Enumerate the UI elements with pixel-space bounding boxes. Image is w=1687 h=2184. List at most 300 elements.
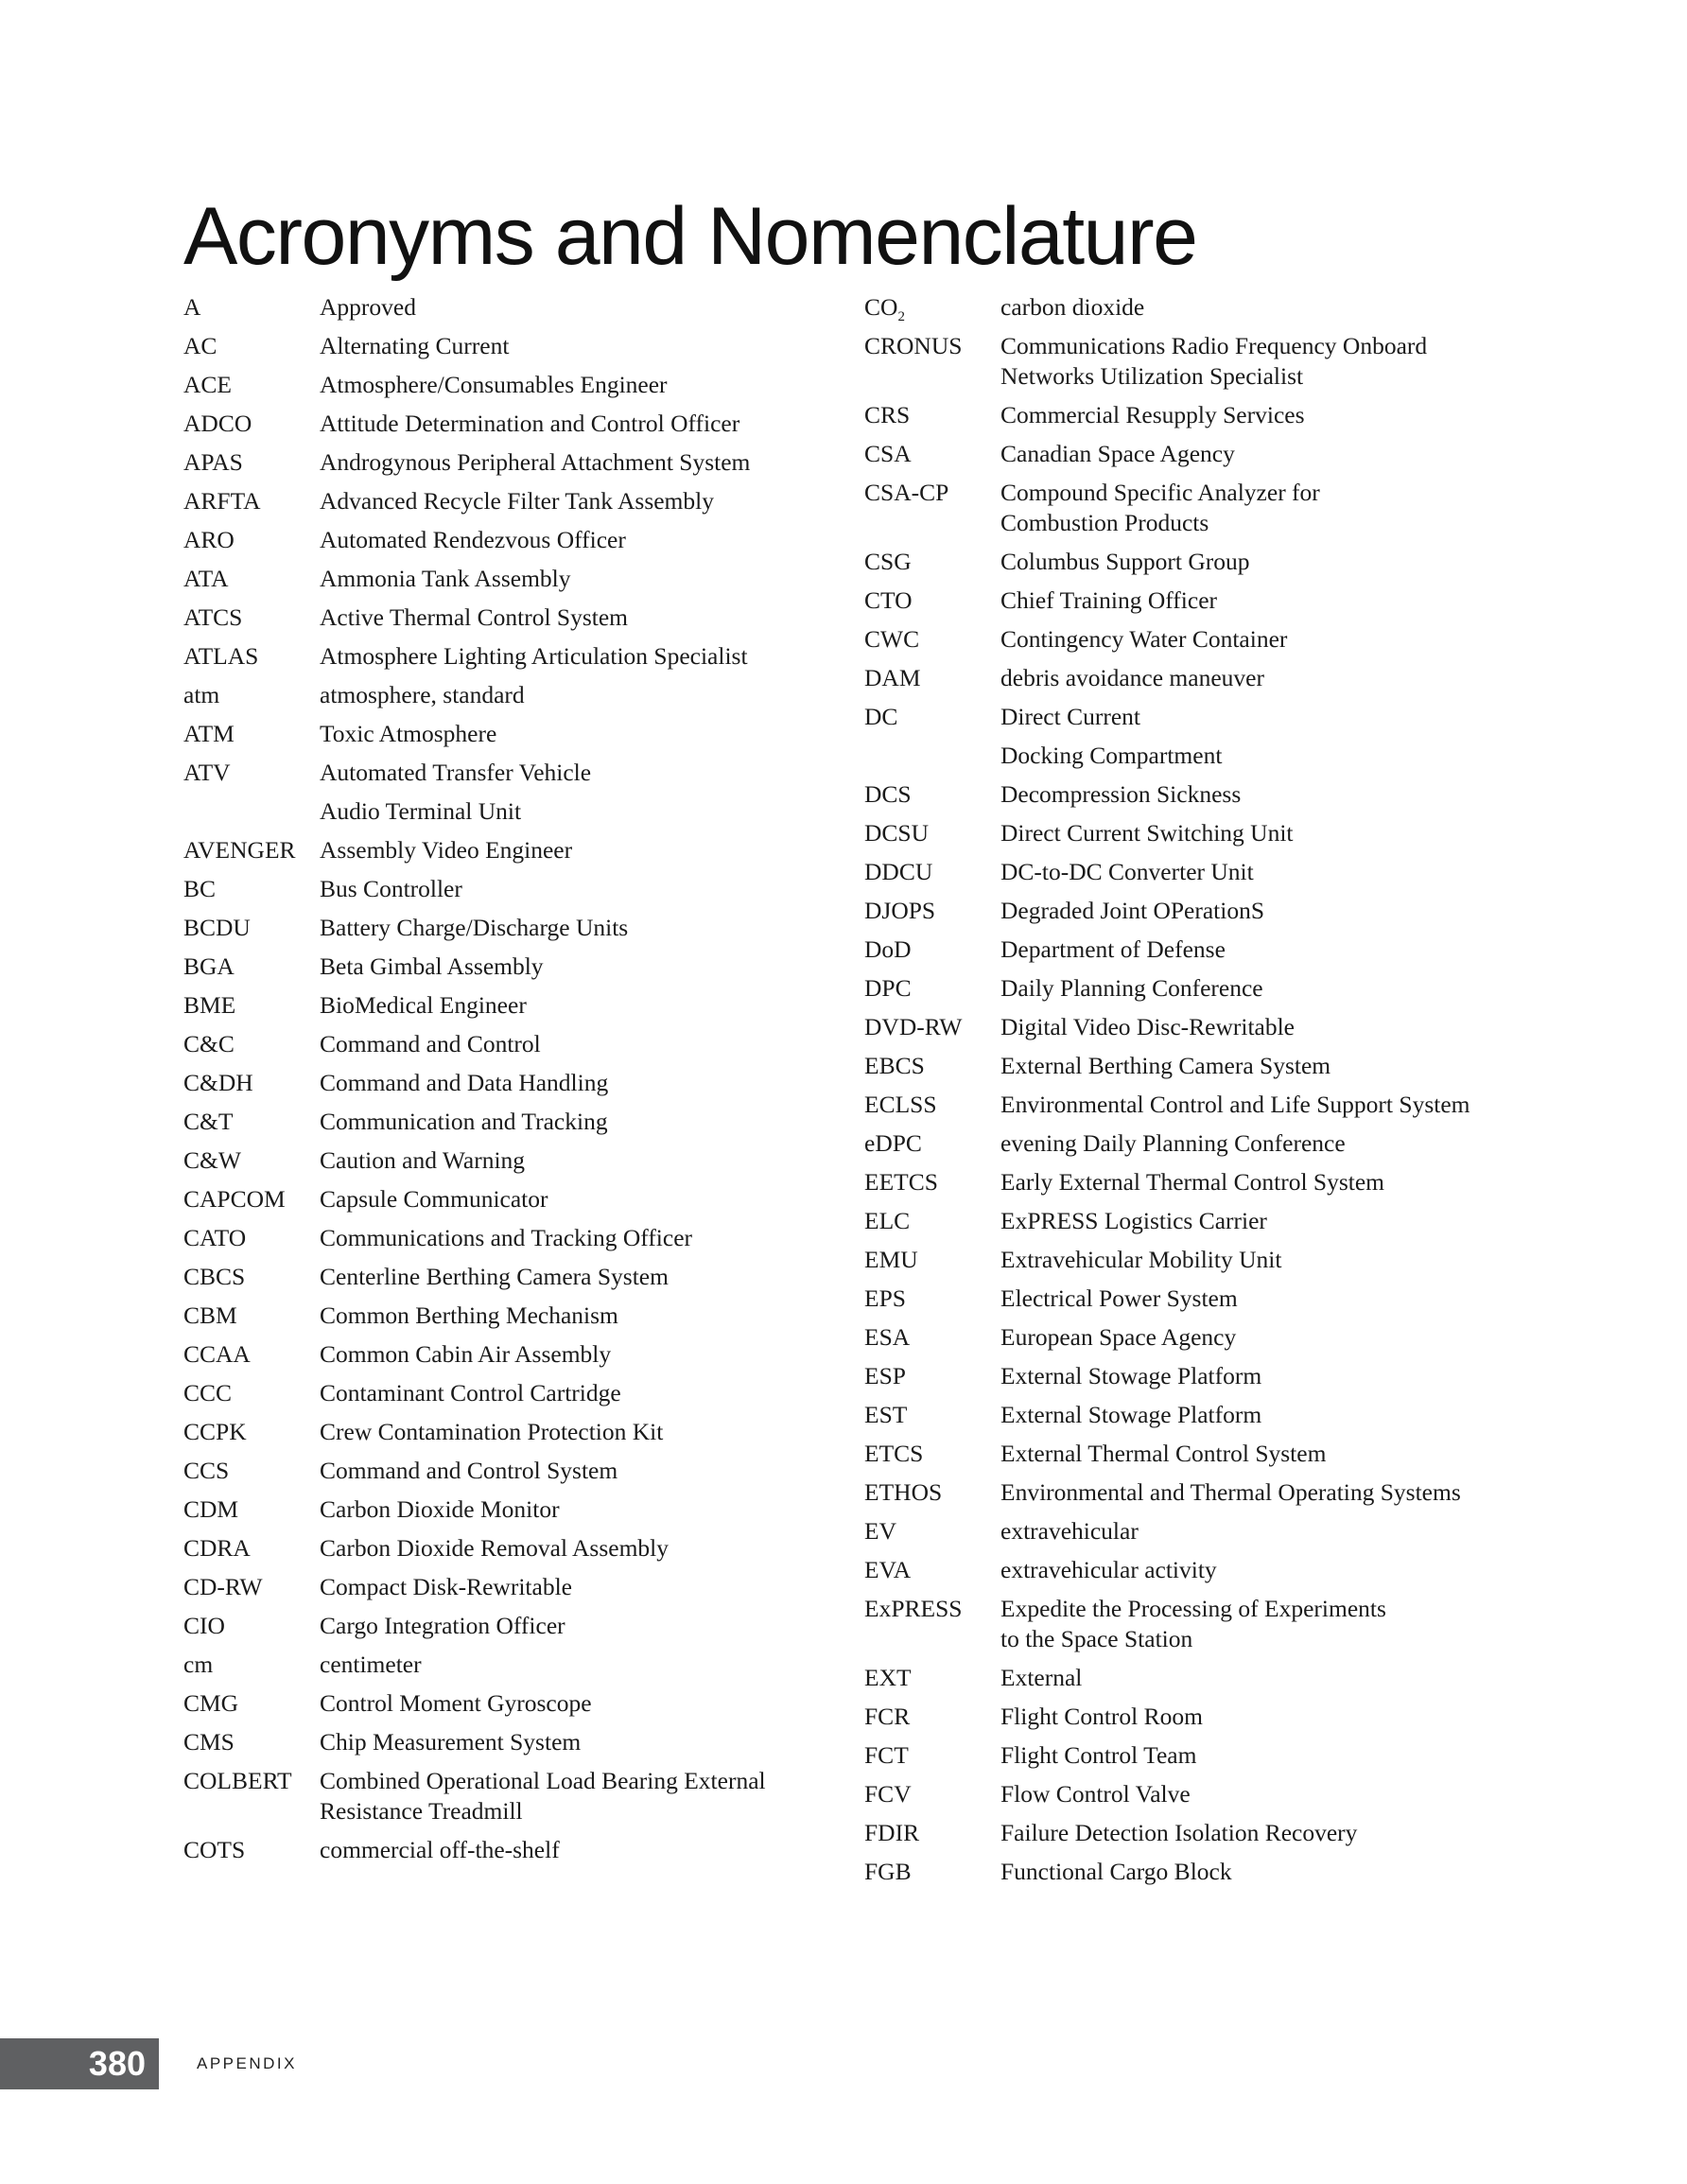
glossary-entry xyxy=(183,603,845,633)
glossary-term xyxy=(183,1339,320,1370)
glossary-term-text: DVD-RW xyxy=(864,1013,963,1040)
glossary-term-text: atm xyxy=(183,681,220,708)
glossary-entry xyxy=(183,1029,845,1059)
glossary-term-text: ESP xyxy=(864,1362,906,1389)
glossary-term-text: FCT xyxy=(864,1741,909,1769)
glossary-term xyxy=(864,1779,1000,1809)
glossary-definition-line: Automated Rendezvous Officer xyxy=(320,526,626,553)
glossary-definition xyxy=(1000,1439,1526,1469)
glossary-term xyxy=(183,1572,320,1602)
glossary-definition-line: Contingency Water Container xyxy=(1000,625,1288,653)
glossary-definition xyxy=(1000,1555,1526,1585)
glossary-term-text: CRS xyxy=(864,401,911,428)
glossary-definition-line: centimeter xyxy=(320,1651,422,1678)
glossary-term xyxy=(183,1650,320,1680)
glossary-term-text: CCS xyxy=(183,1457,230,1484)
glossary-term-text: ESA xyxy=(864,1323,911,1351)
glossary-column-left xyxy=(183,292,845,1865)
glossary-definition-line: Approved xyxy=(320,293,416,321)
glossary-term xyxy=(183,1494,320,1525)
glossary-term xyxy=(183,952,320,982)
glossary-term-text: APAS xyxy=(183,448,243,476)
glossary-term xyxy=(864,896,1000,926)
glossary-term-text: EPS xyxy=(864,1284,906,1312)
glossary-definition xyxy=(320,1766,845,1826)
glossary-term-text: FDIR xyxy=(864,1819,920,1846)
glossary-entry xyxy=(183,1533,845,1564)
glossary-term xyxy=(183,719,320,749)
glossary-definition xyxy=(320,603,845,633)
glossary-entry xyxy=(183,1688,845,1719)
glossary-term-text: CCC xyxy=(183,1379,233,1406)
glossary-definition-line: Resistance Treadmill xyxy=(320,1797,523,1825)
glossary-entry xyxy=(183,1145,845,1176)
glossary-entry xyxy=(864,1128,1526,1159)
glossary-definition-line: Combustion Products xyxy=(1000,509,1209,536)
glossary-term-text: FCR xyxy=(864,1703,911,1730)
page-number: 380 xyxy=(88,2044,146,2083)
page-title: Acronyms and Nomenclature xyxy=(183,191,1197,282)
glossary-term-text: CDM xyxy=(183,1495,239,1523)
glossary-definition xyxy=(1000,741,1526,771)
glossary-definition xyxy=(320,1068,845,1098)
glossary-term xyxy=(864,1516,1000,1546)
glossary-definition xyxy=(1000,439,1526,469)
glossary-definition-line: Environmental Control and Life Support System xyxy=(1000,1091,1470,1118)
glossary-definition xyxy=(1000,973,1526,1004)
glossary-definition-line: Cargo Integration Officer xyxy=(320,1612,565,1639)
glossary-term xyxy=(864,585,1000,616)
glossary-term xyxy=(864,1012,1000,1042)
glossary-term xyxy=(864,331,1000,361)
glossary-term xyxy=(864,439,1000,469)
glossary-definition-line: extravehicular xyxy=(1000,1517,1139,1545)
glossary-term-text: ETCS xyxy=(864,1440,924,1467)
glossary-term xyxy=(864,1857,1000,1887)
glossary-definition xyxy=(320,1145,845,1176)
glossary-definition-line: commercial off-the-shelf xyxy=(320,1836,560,1863)
glossary-term xyxy=(183,525,320,555)
glossary-term-text: ATV xyxy=(183,759,231,786)
glossary-term-text: EXT xyxy=(864,1664,912,1691)
glossary-definition-line: debris avoidance maneuver xyxy=(1000,664,1264,691)
glossary-definition-line: Chip Measurement System xyxy=(320,1728,582,1756)
glossary-definition-line: Networks Utilization Specialist xyxy=(1000,362,1304,390)
glossary-entry xyxy=(183,447,845,478)
glossary-definition xyxy=(1000,585,1526,616)
glossary-term-text: AC xyxy=(183,332,217,359)
glossary-definition-line: Department of Defense xyxy=(1000,935,1226,963)
glossary-entry xyxy=(183,1262,845,1292)
glossary-definition xyxy=(320,1727,845,1757)
glossary-term-text: ATA xyxy=(183,565,229,592)
glossary-term xyxy=(183,292,320,323)
glossary-entry xyxy=(183,680,845,710)
glossary-definition-line: Command and Control System xyxy=(320,1457,618,1484)
glossary-definition-line: Electrical Power System xyxy=(1000,1284,1238,1312)
glossary-definition xyxy=(320,1650,845,1680)
glossary-definition-line: Flight Control Room xyxy=(1000,1703,1203,1730)
glossary-term-text: CRONUS xyxy=(864,332,963,359)
glossary-definition-line: Compound Specific Analyzer for xyxy=(1000,479,1320,506)
glossary-entry xyxy=(864,1477,1526,1508)
glossary-definition-line: BioMedical Engineer xyxy=(320,991,527,1019)
glossary-term-text: CBM xyxy=(183,1302,237,1329)
glossary-term xyxy=(183,409,320,439)
glossary-term-text: DJOPS xyxy=(864,897,936,924)
glossary-definition xyxy=(320,913,845,943)
glossary-term xyxy=(183,447,320,478)
glossary-definition-line: External Stowage Platform xyxy=(1000,1401,1262,1428)
glossary-term xyxy=(183,1727,320,1757)
glossary-term-text: CSA-CP xyxy=(864,479,949,506)
glossary-term xyxy=(864,400,1000,430)
glossary-entry xyxy=(183,874,845,904)
glossary-definition xyxy=(320,486,845,516)
glossary-term-text: COTS xyxy=(183,1836,246,1863)
glossary-definition-line: Automated Transfer Vehicle xyxy=(320,759,592,786)
glossary-definition xyxy=(320,447,845,478)
glossary-entry xyxy=(864,896,1526,926)
glossary-definition-line: Attitude Determination and Control Officer xyxy=(320,410,740,437)
glossary-term-text: EBCS xyxy=(864,1052,925,1079)
glossary-definition xyxy=(320,1029,845,1059)
glossary-definition xyxy=(320,1456,845,1486)
glossary-term xyxy=(183,1262,320,1292)
glossary-definition xyxy=(1000,1702,1526,1732)
glossary-definition-line: carbon dioxide xyxy=(1000,293,1145,321)
glossary-definition xyxy=(320,1611,845,1641)
glossary-definition-line: Control Moment Gyroscope xyxy=(320,1689,592,1717)
glossary-entry xyxy=(183,1068,845,1098)
glossary-definition xyxy=(1000,1857,1526,1887)
glossary-entry xyxy=(183,525,845,555)
glossary-definition xyxy=(320,758,845,788)
glossary-term xyxy=(864,547,1000,577)
glossary-definition xyxy=(1000,1477,1526,1508)
glossary-term-text: CSG xyxy=(864,548,912,575)
glossary-definition-line: atmosphere, standard xyxy=(320,681,525,708)
glossary-definition xyxy=(320,641,845,672)
glossary-term xyxy=(864,1128,1000,1159)
glossary-entry xyxy=(183,1766,845,1826)
glossary-term xyxy=(864,1477,1000,1508)
glossary-term xyxy=(183,1835,320,1865)
glossary-definition-line: Functional Cargo Block xyxy=(1000,1858,1232,1885)
glossary-definition xyxy=(320,370,845,400)
glossary-entry xyxy=(864,663,1526,693)
glossary-definition xyxy=(1000,1245,1526,1275)
glossary-definition-line: Carbon Dioxide Monitor xyxy=(320,1495,560,1523)
glossary-definition xyxy=(1000,857,1526,887)
glossary-term xyxy=(864,1167,1000,1197)
glossary-entry xyxy=(183,1727,845,1757)
glossary-term-text: DoD xyxy=(864,935,912,963)
glossary-definition xyxy=(1000,1012,1526,1042)
glossary-term-text: CAPCOM xyxy=(183,1185,286,1213)
glossary-term xyxy=(864,1206,1000,1236)
glossary-entry xyxy=(864,702,1526,732)
glossary-entry xyxy=(864,1206,1526,1236)
glossary-definition xyxy=(320,1835,845,1865)
glossary-definition xyxy=(1000,624,1526,655)
glossary-term xyxy=(864,935,1000,965)
glossary-term xyxy=(183,758,320,788)
glossary-entry xyxy=(183,913,845,943)
glossary-definition-line: Active Thermal Control System xyxy=(320,603,629,631)
glossary-definition-line: ExPRESS Logistics Carrier xyxy=(1000,1207,1267,1234)
glossary-column-right xyxy=(864,292,1526,1887)
glossary-definition xyxy=(320,1688,845,1719)
glossary-definition xyxy=(320,1223,845,1253)
section-label: APPENDIX xyxy=(197,2054,297,2072)
glossary-term-text: DCSU xyxy=(864,819,930,847)
glossary-term-text: CDRA xyxy=(183,1534,251,1562)
glossary-definition xyxy=(1000,1090,1526,1120)
glossary-term xyxy=(183,1184,320,1214)
glossary-entry xyxy=(864,779,1526,810)
glossary-entry xyxy=(183,758,845,788)
glossary-term xyxy=(864,624,1000,655)
glossary-term xyxy=(183,1378,320,1408)
glossary-term xyxy=(183,1456,320,1486)
glossary-entry xyxy=(864,1594,1526,1654)
glossary-definition xyxy=(1000,1516,1526,1546)
glossary-definition-line: European Space Agency xyxy=(1000,1323,1237,1351)
glossary-entry xyxy=(864,1245,1526,1275)
page-number-tab xyxy=(0,2038,159,2089)
glossary-definition-line: Daily Planning Conference xyxy=(1000,974,1263,1002)
glossary-term-text: CD-RW xyxy=(183,1573,263,1600)
glossary-definition xyxy=(320,680,845,710)
glossary-definition-line: Extravehicular Mobility Unit xyxy=(1000,1246,1282,1273)
glossary-term-text: ATCS xyxy=(183,603,243,631)
glossary-definition xyxy=(320,796,845,827)
glossary-term xyxy=(183,1688,320,1719)
glossary-definition-line: Degraded Joint OPerationS xyxy=(1000,897,1265,924)
glossary-entry xyxy=(864,1663,1526,1693)
glossary-term xyxy=(864,292,1000,323)
glossary-entry xyxy=(864,1439,1526,1469)
glossary-term xyxy=(183,603,320,633)
glossary-definition-line: Bus Controller xyxy=(320,875,462,902)
glossary-entry xyxy=(864,818,1526,848)
glossary-entry xyxy=(183,1835,845,1865)
glossary-definition xyxy=(1000,400,1526,430)
glossary-term xyxy=(864,1361,1000,1391)
glossary-term-text: CIO xyxy=(183,1612,225,1639)
glossary-entry xyxy=(864,1012,1526,1042)
glossary-term xyxy=(183,564,320,594)
glossary-definition xyxy=(1000,1779,1526,1809)
glossary-definition-line: to the Space Station xyxy=(1000,1625,1193,1652)
glossary-definition-line: Audio Terminal Unit xyxy=(320,797,522,825)
glossary-definition xyxy=(320,990,845,1021)
glossary-definition-line: External xyxy=(1000,1664,1083,1691)
glossary-definition-line: Atmosphere Lighting Articulation Specialist xyxy=(320,642,748,670)
glossary-entry xyxy=(183,796,845,827)
glossary-definition xyxy=(1000,1740,1526,1771)
glossary-term xyxy=(183,486,320,516)
glossary-definition-line: Beta Gimbal Assembly xyxy=(320,952,544,980)
glossary-entry xyxy=(864,935,1526,965)
glossary-definition xyxy=(1000,896,1526,926)
glossary-term xyxy=(183,1107,320,1137)
glossary-definition xyxy=(320,952,845,982)
glossary-term xyxy=(864,1740,1000,1771)
glossary-entry xyxy=(183,719,845,749)
glossary-entry xyxy=(183,1339,845,1370)
glossary-term xyxy=(864,1322,1000,1353)
glossary-definition xyxy=(1000,1284,1526,1314)
glossary-term-text: ExPRESS xyxy=(864,1595,963,1622)
glossary-term-text: CWC xyxy=(864,625,920,653)
glossary-term-text: ECLSS xyxy=(864,1091,937,1118)
glossary-term xyxy=(183,1766,320,1796)
glossary-definition xyxy=(1000,935,1526,965)
glossary-entry xyxy=(183,1572,845,1602)
glossary-term xyxy=(864,478,1000,508)
glossary-definition-line: Environmental and Thermal Operating Systems xyxy=(1000,1478,1461,1506)
glossary-definition xyxy=(1000,1206,1526,1236)
glossary-term xyxy=(864,857,1000,887)
glossary-definition-line: Caution and Warning xyxy=(320,1146,526,1174)
glossary-term-text: ADCO xyxy=(183,410,252,437)
glossary-term-text: eDPC xyxy=(864,1129,922,1157)
glossary-definition-line: Failure Detection Isolation Recovery xyxy=(1000,1819,1358,1846)
glossary-term-text: EST xyxy=(864,1401,908,1428)
glossary-definition-line: Androgynous Peripheral Attachment System xyxy=(320,448,751,476)
glossary-definition-line: Direct Current Switching Unit xyxy=(1000,819,1294,847)
glossary-definition-line: Communications Radio Frequency Onboard xyxy=(1000,332,1428,359)
glossary-entry xyxy=(864,547,1526,577)
glossary-term-text: FGB xyxy=(864,1858,912,1885)
glossary-entry xyxy=(183,1456,845,1486)
glossary-term xyxy=(864,818,1000,848)
glossary-term-text: CMG xyxy=(183,1689,239,1717)
glossary-term xyxy=(864,1555,1000,1585)
glossary-term-text: ELC xyxy=(864,1207,911,1234)
glossary-definition-line: Communication and Tracking xyxy=(320,1108,608,1135)
glossary-definition xyxy=(320,331,845,361)
glossary-entry xyxy=(864,973,1526,1004)
glossary-definition-line: Canadian Space Agency xyxy=(1000,440,1235,467)
glossary-definition-line: Command and Control xyxy=(320,1030,541,1057)
glossary-term xyxy=(864,663,1000,693)
glossary-term-text: ATLAS xyxy=(183,642,259,670)
glossary-term xyxy=(864,1439,1000,1469)
glossary-entry xyxy=(864,585,1526,616)
glossary-definition xyxy=(1000,1594,1526,1654)
glossary-term-text: BGA xyxy=(183,952,235,980)
glossary-entry xyxy=(864,1555,1526,1585)
glossary-term xyxy=(864,1400,1000,1430)
glossary-term-text: ACE xyxy=(183,371,232,398)
glossary-entry xyxy=(864,857,1526,887)
glossary-entry xyxy=(183,370,845,400)
glossary-term-text: EMU xyxy=(864,1246,918,1273)
glossary-term-text: EV xyxy=(864,1517,896,1545)
glossary-entry xyxy=(864,292,1526,323)
glossary-term-text: DC xyxy=(864,703,898,730)
glossary-entry xyxy=(864,1857,1526,1887)
glossary-definition-line: Carbon Dioxide Removal Assembly xyxy=(320,1534,670,1562)
glossary-term xyxy=(864,1090,1000,1120)
glossary-term-text: COLBERT xyxy=(183,1767,292,1794)
glossary-term xyxy=(183,990,320,1021)
glossary-entry xyxy=(864,1051,1526,1081)
glossary-term-text: DDCU xyxy=(864,858,933,885)
glossary-definition xyxy=(320,292,845,323)
glossary-term xyxy=(183,1611,320,1641)
glossary-definition xyxy=(1000,779,1526,810)
glossary-term-text: CCAA xyxy=(183,1340,251,1368)
glossary-term-text: CMS xyxy=(183,1728,235,1756)
glossary-term-text: BCDU xyxy=(183,914,251,941)
glossary-entry xyxy=(183,1378,845,1408)
glossary-definition xyxy=(1000,1128,1526,1159)
glossary-term-text: CCPK xyxy=(183,1418,247,1445)
glossary-definition-line: Atmosphere/Consumables Engineer xyxy=(320,371,668,398)
glossary-term xyxy=(864,1051,1000,1081)
glossary-term xyxy=(183,1417,320,1447)
glossary-entry xyxy=(864,741,1526,771)
glossary-term-text: C&T xyxy=(183,1108,234,1135)
glossary-entry xyxy=(183,564,845,594)
glossary-entry xyxy=(864,1740,1526,1771)
glossary-term xyxy=(183,1301,320,1331)
glossary-term-text: BME xyxy=(183,991,236,1019)
glossary-term-text: ATM xyxy=(183,720,235,747)
glossary-term xyxy=(183,874,320,904)
glossary-definition xyxy=(320,1572,845,1602)
glossary-term-text: ARFTA xyxy=(183,487,261,515)
glossary-term xyxy=(864,1594,1000,1624)
glossary-definition xyxy=(320,874,845,904)
glossary-term-text: CTO xyxy=(864,586,913,614)
glossary-definition-line: Early External Thermal Control System xyxy=(1000,1168,1385,1196)
glossary-definition xyxy=(320,1107,845,1137)
glossary-entry xyxy=(864,1090,1526,1120)
glossary-definition-line: Alternating Current xyxy=(320,332,510,359)
glossary-definition xyxy=(320,1533,845,1564)
glossary-definition-line: External Berthing Camera System xyxy=(1000,1052,1331,1079)
glossary-definition-line: Advanced Recycle Filter Tank Assembly xyxy=(320,487,714,515)
glossary-term xyxy=(183,913,320,943)
glossary-definition xyxy=(320,564,845,594)
glossary-definition-line: Decompression Sickness xyxy=(1000,780,1242,808)
glossary-term-subscript: 2 xyxy=(897,309,905,324)
glossary-definition-line: Contaminant Control Cartridge xyxy=(320,1379,621,1406)
glossary-term-text: CSA xyxy=(864,440,912,467)
glossary-entry xyxy=(183,486,845,516)
glossary-entry xyxy=(864,1516,1526,1546)
glossary-definition xyxy=(320,719,845,749)
glossary-entry xyxy=(183,1184,845,1214)
glossary-term xyxy=(183,1223,320,1253)
glossary-definition-line: evening Daily Planning Conference xyxy=(1000,1129,1346,1157)
glossary-definition xyxy=(320,1339,845,1370)
glossary-term-text: DPC xyxy=(864,974,912,1002)
glossary-definition-line: Common Cabin Air Assembly xyxy=(320,1340,612,1368)
glossary-definition xyxy=(320,1184,845,1214)
glossary-term xyxy=(183,1145,320,1176)
glossary-definition-line: Chief Training Officer xyxy=(1000,586,1218,614)
glossary-definition-line: Centerline Berthing Camera System xyxy=(320,1263,669,1290)
glossary-term-text: EETCS xyxy=(864,1168,938,1196)
glossary-definition-line: Crew Contamination Protection Kit xyxy=(320,1418,664,1445)
glossary-definition-line: Assembly Video Engineer xyxy=(320,836,573,864)
